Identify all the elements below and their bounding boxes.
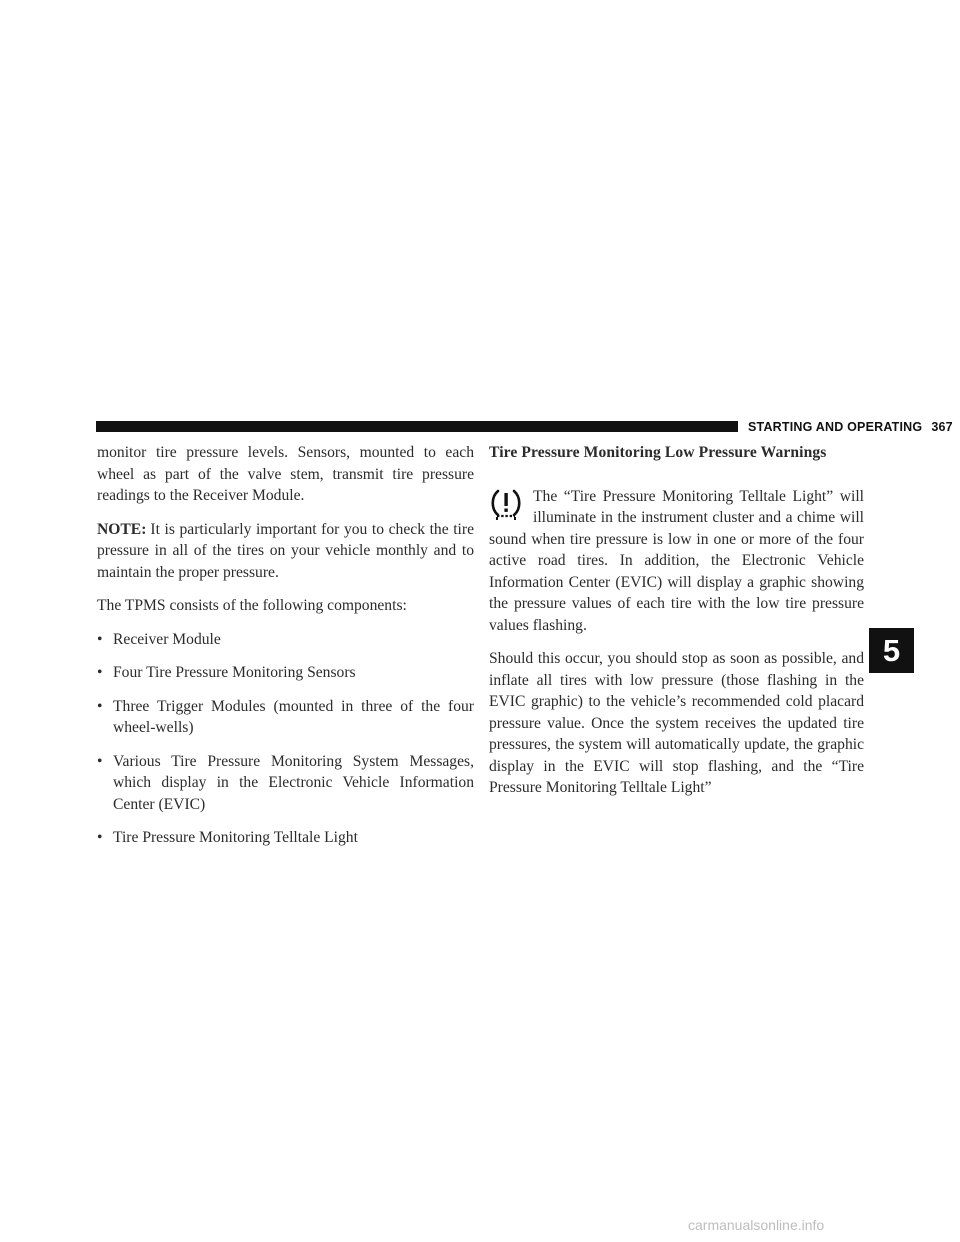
components-intro: The TPMS consists of the following components: bbox=[97, 597, 407, 614]
list-item bbox=[97, 751, 474, 816]
warning-text: The “Tire Pressure Monitoring Telltale Light” will illuminate in the instrument cluster and a chime will sound when tire pressure is low in one or more of the four active road tires. In addition, the Electronic Vehicle Information Center (EVIC) will display a graphic showing the pressure values of each tire with the low tire pressure values flashing. bbox=[489, 487, 864, 634]
note-text: It is particularly important for you to check the tire pressure in all of the tires on your vehicle monthly and to maintain the proper pressure. bbox=[97, 520, 474, 581]
list-item bbox=[97, 629, 474, 651]
components-list bbox=[97, 629, 474, 849]
section-title: STARTING AND OPERATING bbox=[748, 420, 923, 434]
left-column bbox=[97, 442, 474, 861]
header-rule bbox=[96, 421, 830, 432]
bullet-glyph: • bbox=[97, 697, 103, 715]
bullet-glyph: • bbox=[97, 829, 103, 846]
bullet-glyph: • bbox=[97, 664, 103, 681]
section-heading: Tire Pressure Monitoring Low Pressure Warnings bbox=[489, 444, 827, 461]
bullet-glyph: • bbox=[97, 752, 103, 770]
intro-paragraph: monitor tire pressure levels. Sensors, mounted to each wheel as part of the valve stem, transmit tire pressure readings to the Receiver Module. bbox=[97, 444, 474, 504]
list-item-text: Receiver Module bbox=[113, 630, 221, 648]
running-header bbox=[738, 417, 953, 437]
note-label: NOTE: bbox=[97, 520, 147, 538]
list-item bbox=[97, 696, 474, 739]
right-column bbox=[489, 442, 864, 811]
watermark: carmanualsonline.info bbox=[688, 1217, 825, 1233]
page-number: 367 bbox=[931, 420, 953, 434]
warning-paragraph bbox=[489, 486, 864, 637]
action-paragraph: Should this occur, you should stop as soon as possible, and inflate all tires with low pressure (those flashing in the EVIC graphic) to the vehicle’s recommended cold placard pressure value. Once the system receives the updated tire pressures, the system will automatically update, the graphic display in the EVIC will stop flashing, and the “Tire Pressure Monitoring Telltale Light” bbox=[489, 650, 864, 796]
tire-pressure-warning-icon bbox=[489, 488, 523, 524]
chapter-tab: 5 bbox=[869, 628, 914, 673]
bullet-glyph: • bbox=[97, 630, 103, 648]
list-item bbox=[97, 827, 474, 849]
list-item-text: Tire Pressure Monitoring Telltale Light bbox=[113, 829, 358, 846]
list-item-text: Various Tire Pressure Monitoring System Messages, which display in the Electronic Vehicle Information Center (EVIC) bbox=[113, 752, 474, 813]
note-paragraph bbox=[97, 519, 474, 584]
list-item bbox=[97, 662, 474, 684]
list-item-text: Four Tire Pressure Monitoring Sensors bbox=[113, 664, 356, 681]
list-item-text: Three Trigger Modules (mounted in three of the four wheel-wells) bbox=[113, 697, 474, 736]
